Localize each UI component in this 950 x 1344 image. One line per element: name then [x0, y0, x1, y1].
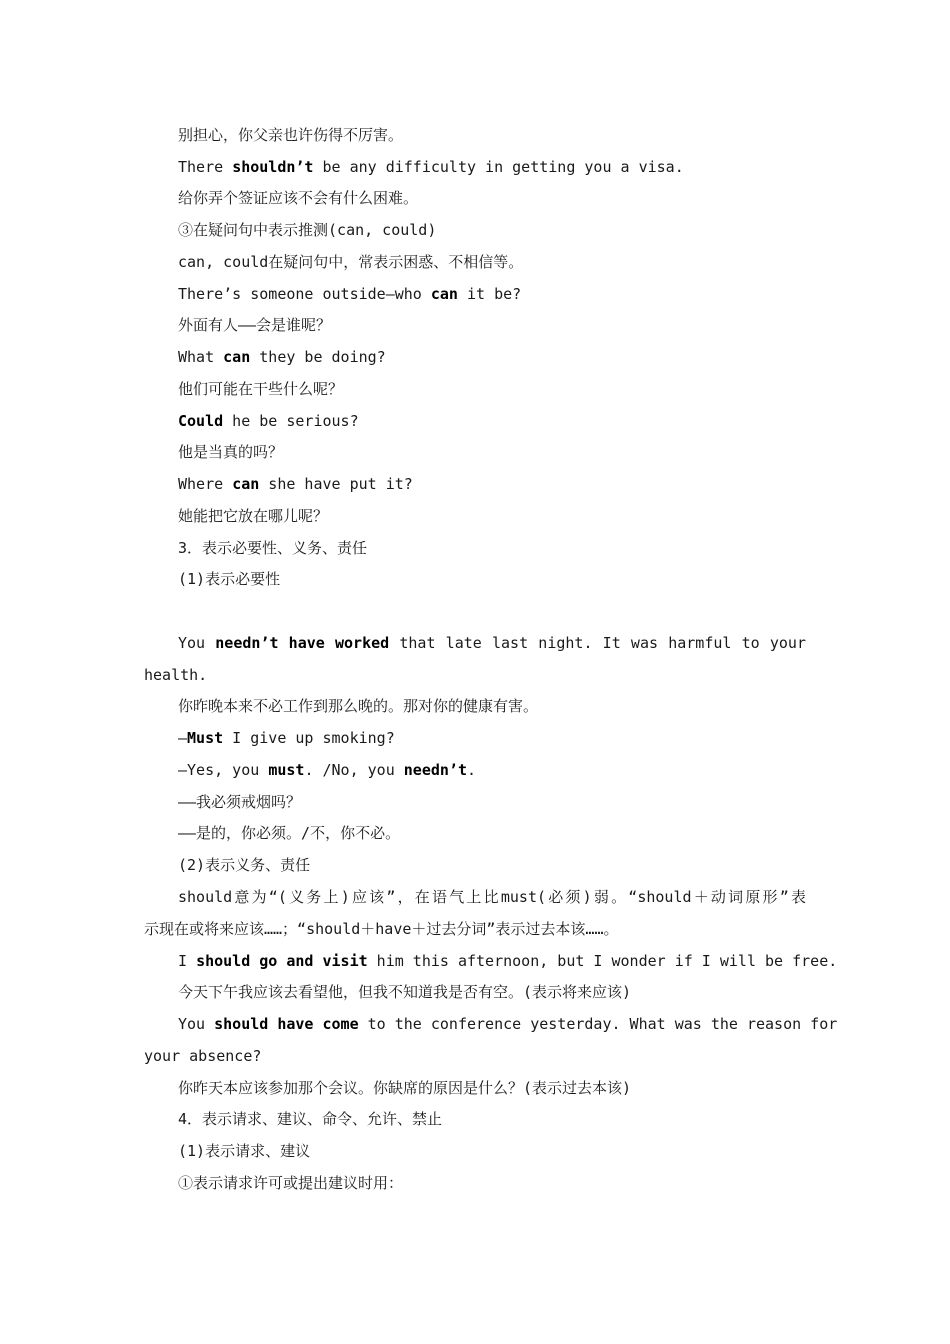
- text-run: it be?: [457, 285, 522, 303]
- text-line: [178, 1014, 838, 1036]
- text-line: [178, 1078, 806, 1100]
- bold-text: can: [430, 285, 458, 303]
- text-run: ①表示请求许可或提出建议时用：: [178, 1174, 404, 1192]
- text-run: can, could在疑问句中，常表示困惑、不相信等。: [178, 253, 524, 271]
- text-run: him this afternoon, but I wonder if I will be free.: [367, 952, 838, 970]
- bold-text: can: [232, 475, 260, 493]
- text-line: [178, 315, 806, 337]
- text-run: 你昨天本应该参加那个会议。你缺席的原因是什么？(表示过去本该): [178, 1079, 632, 1097]
- text-run: health.: [144, 666, 208, 684]
- text-run: 你昨晚本来不必工作到那么晚的。那对你的健康有害。: [178, 697, 539, 715]
- text-line: [178, 1141, 806, 1163]
- text-run: (2)表示义务、责任: [178, 856, 311, 874]
- text-run: that late last night. It was harmful to your: [389, 634, 806, 652]
- text-line: [178, 855, 806, 877]
- text-line: [178, 411, 806, 433]
- bold-text: can: [223, 348, 251, 366]
- text-run: 3．表示必要性、义务、责任: [178, 539, 368, 557]
- text-run: (1)表示请求、建议: [178, 1142, 311, 1160]
- text-line: [178, 982, 806, 1004]
- text-run: —: [178, 729, 188, 747]
- text-line: [178, 220, 806, 242]
- text-line: [178, 474, 806, 496]
- text-line: [178, 792, 806, 814]
- text-line: [178, 823, 806, 845]
- text-line: [178, 506, 806, 528]
- text-run: ——是的，你必须。/不，你不必。: [178, 824, 401, 842]
- text-line: [178, 379, 806, 401]
- text-run: 外面有人——会是谁呢？: [178, 316, 332, 334]
- bold-text: needn’t: [403, 761, 467, 779]
- text-run: . /No, you: [304, 761, 404, 779]
- bold-text: should have come: [214, 1015, 359, 1033]
- text-line: [178, 760, 806, 782]
- text-run: your absence?: [144, 1047, 262, 1065]
- text-line: [178, 887, 806, 909]
- text-line: [178, 1109, 806, 1131]
- text-run: You: [178, 634, 216, 652]
- text-line: [144, 1046, 806, 1068]
- text-run: he be serious?: [223, 412, 359, 430]
- text-run: There’s someone outside—who: [178, 285, 431, 303]
- bold-text: needn’t have worked: [215, 634, 390, 652]
- text-run: 别担心，你父亲也许伤得不厉害。: [178, 126, 404, 144]
- text-line: [178, 728, 806, 750]
- text-run: 他们可能在干些什么呢？: [178, 380, 344, 398]
- text-run: You: [178, 1015, 215, 1033]
- text-line: [144, 665, 806, 687]
- bold-text: shouldn’t: [232, 158, 314, 176]
- text-run: I: [178, 952, 197, 970]
- text-run: ——我必须戒烟吗？: [178, 793, 302, 811]
- text-line: [178, 569, 806, 591]
- text-line: [178, 951, 838, 973]
- text-line: [178, 633, 806, 655]
- text-line: [178, 696, 806, 718]
- text-line: [178, 538, 806, 560]
- bold-text: should go and visit: [196, 952, 368, 970]
- bold-text: Must: [187, 729, 224, 747]
- text-line: [144, 919, 806, 941]
- text-run: —Yes, you: [178, 761, 269, 779]
- text-line: [178, 347, 806, 369]
- text-run: .: [467, 761, 477, 779]
- text-run: 给你弄个签证应该不会有什么困难。: [178, 189, 419, 207]
- text-run: Where: [178, 475, 233, 493]
- text-run: What: [178, 348, 224, 366]
- text-run: 他是当真的吗？: [178, 443, 284, 461]
- text-line: [178, 442, 806, 464]
- text-run: 今天下午我应该去看望他，但我不知道我是否有空。(表示将来应该): [178, 983, 632, 1001]
- text-run: should意为“(义务上)应该”，在语气上比must(必须)弱。“should＋动词原形”表: [178, 888, 806, 906]
- text-line: [178, 157, 806, 179]
- text-line: [178, 1173, 806, 1195]
- text-line: [178, 284, 806, 306]
- text-run: (1)表示必要性: [178, 570, 281, 588]
- text-run: 示现在或将来应该……；“should＋have＋过去分词”表示过去本该……。: [144, 920, 619, 938]
- text-line: [178, 252, 806, 274]
- text-run: be any difficulty in getting you a visa.: [313, 158, 684, 176]
- text-run: ③在疑问句中表示推测(can, could): [178, 221, 437, 239]
- text-run: she have put it?: [259, 475, 413, 493]
- text-run: There: [178, 158, 233, 176]
- text-line: [178, 125, 806, 147]
- text-run: I give up smoking?: [223, 729, 395, 747]
- bold-text: Could: [178, 412, 224, 430]
- bold-text: must: [268, 761, 305, 779]
- text-run: 4．表示请求、建议、命令、允许、禁止: [178, 1110, 443, 1128]
- text-run: they be doing?: [250, 348, 386, 366]
- text-line: [178, 188, 806, 210]
- text-run: 她能把它放在哪儿呢？: [178, 507, 329, 525]
- text-run: to the conference yesterday. What was the reason for: [358, 1015, 838, 1033]
